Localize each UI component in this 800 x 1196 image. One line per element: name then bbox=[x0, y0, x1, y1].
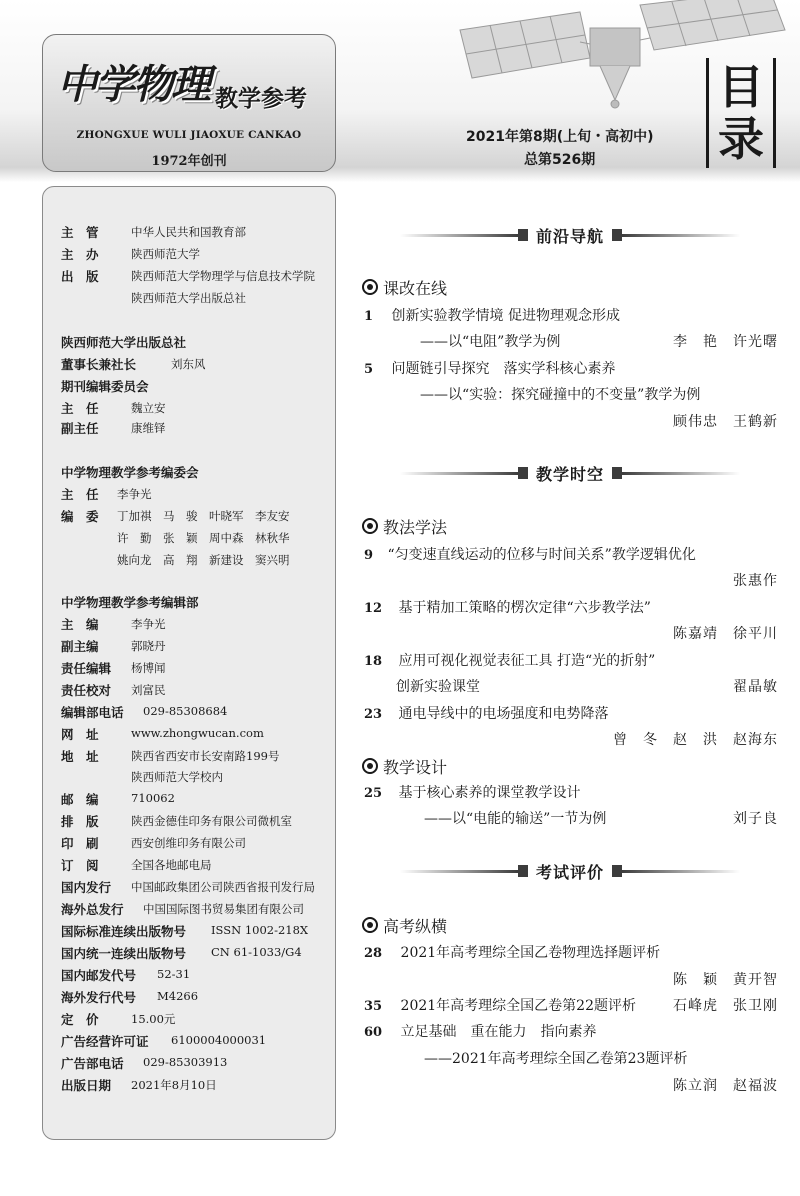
journal-logo bbox=[42, 34, 336, 172]
info-label: 编 委 bbox=[61, 509, 99, 524]
info-value: 康维铎 bbox=[131, 421, 166, 435]
info-label: 主 任 bbox=[61, 401, 99, 416]
page-number: 23 bbox=[364, 707, 383, 722]
info-label: 编辑部电话 bbox=[61, 705, 124, 720]
article-title[interactable] bbox=[364, 703, 609, 723]
info-label: 主 编 bbox=[61, 617, 99, 632]
info-value: 中国邮政集团公司陕西省报刊发行局 bbox=[131, 880, 315, 894]
info-value: 710062 bbox=[131, 791, 175, 805]
info-value: www.zhongwucan.com bbox=[131, 726, 264, 740]
target-bullet-icon bbox=[362, 518, 378, 534]
page-number: 35 bbox=[364, 999, 383, 1014]
info-label: 定 价 bbox=[61, 1012, 99, 1027]
info-value: 刘富民 bbox=[131, 683, 166, 697]
logo-main-title: 中学物理 bbox=[57, 61, 209, 108]
info-value: 15.00元 bbox=[131, 1012, 176, 1026]
info-label: 责任校对 bbox=[61, 683, 112, 698]
page-number: 1 bbox=[364, 309, 374, 324]
banner-rule bbox=[622, 870, 740, 873]
info-label: 副主编 bbox=[61, 639, 99, 654]
article-author: 陈嘉靖 徐平川 bbox=[673, 626, 778, 642]
banner-rule bbox=[400, 234, 518, 237]
article-title[interactable] bbox=[364, 782, 581, 802]
banner-square bbox=[612, 467, 622, 479]
founded-year: 1972年创刊 bbox=[151, 154, 227, 169]
info-label: 国内统一连续出版物号 bbox=[61, 946, 187, 961]
board-heading: 中学物理教学参考编委会 bbox=[61, 465, 199, 480]
banner-square bbox=[518, 467, 528, 479]
info-label: 国际标准连续出版物号 bbox=[61, 924, 187, 939]
info-value: 刘东风 bbox=[171, 357, 206, 371]
info-label: 印 刷 bbox=[61, 836, 99, 851]
info-value: M4266 bbox=[157, 989, 199, 1003]
info-value: 陕西师范大学校内 bbox=[131, 770, 223, 784]
section-title: 课改在线 bbox=[383, 279, 448, 298]
article-title-continued: 创新实验课堂 bbox=[396, 679, 480, 695]
banner-frontier bbox=[400, 224, 740, 248]
info-value: 陕西师范大学 bbox=[131, 247, 200, 261]
title-text: 创新实验教学情境 促进物理观念形成 bbox=[391, 308, 620, 324]
info-label: 董事长兼社长 bbox=[61, 357, 137, 372]
target-bullet-icon bbox=[362, 758, 378, 774]
contents-char-mu: 目 bbox=[718, 60, 764, 114]
info-label: 海外发行代号 bbox=[61, 990, 137, 1005]
article-author: 张惠作 bbox=[733, 573, 778, 589]
contents-title bbox=[706, 58, 776, 168]
committee-heading: 期刊编辑委员会 bbox=[61, 379, 149, 394]
info-value: 52-31 bbox=[157, 967, 191, 981]
banner-title: 前沿导航 bbox=[535, 227, 604, 246]
article-author: 石峰虎 张卫刚 bbox=[673, 998, 778, 1014]
title-text: 基于核心素养的课堂教学设计 bbox=[398, 785, 581, 801]
page-number: 60 bbox=[364, 1025, 383, 1040]
section-title: 教法学法 bbox=[383, 518, 448, 537]
info-value: 6100004000031 bbox=[171, 1033, 267, 1047]
info-value: 全国各地邮电局 bbox=[131, 858, 212, 872]
article-subtitle: ——2021年高考理综全国乙卷第23题评析 bbox=[424, 1051, 688, 1067]
article-author: 陈立润 赵福波 bbox=[673, 1078, 778, 1094]
total-issue-number: 总第526期 bbox=[524, 152, 596, 168]
info-value: 2021年8月10日 bbox=[131, 1078, 217, 1092]
banner-square bbox=[612, 865, 622, 877]
title-text: 立足基础 重在能力 指向素养 bbox=[400, 1024, 597, 1040]
article-author: 顾伟忠 王鹤新 bbox=[673, 414, 778, 430]
info-label: 海外总发行 bbox=[61, 902, 124, 917]
article-subtitle: ——以“实验：探究碰撞中的不变量”教学为例 bbox=[420, 387, 701, 403]
info-label: 主 任 bbox=[61, 487, 99, 502]
article-subtitle: ——以“电能的输送”一节为例 bbox=[424, 811, 607, 827]
banner-teaching bbox=[400, 462, 740, 486]
title-text: 通电导线中的电场强度和电势降落 bbox=[398, 706, 609, 722]
article-author: 李 艳 许光曙 bbox=[673, 334, 778, 350]
info-value: CN 61-1033/G4 bbox=[211, 945, 302, 959]
page-number: 5 bbox=[364, 362, 374, 377]
info-label: 排 版 bbox=[61, 814, 99, 829]
info-label: 国内邮发代号 bbox=[61, 968, 137, 983]
info-label: 国内发行 bbox=[61, 880, 112, 895]
section-title: 教学设计 bbox=[383, 758, 448, 777]
info-label: 网 址 bbox=[61, 727, 99, 742]
info-label: 主 办 bbox=[61, 247, 99, 262]
info-label: 主 管 bbox=[61, 225, 99, 240]
article-title[interactable] bbox=[364, 597, 651, 617]
info-value: 魏立安 bbox=[131, 401, 166, 415]
target-bullet-icon bbox=[362, 917, 378, 933]
info-value: 姚向龙 高 翔 新建设 窦兴明 bbox=[117, 553, 290, 567]
banner-rule bbox=[622, 234, 740, 237]
info-value: 029-85308684 bbox=[143, 704, 228, 718]
banner-rule bbox=[400, 870, 518, 873]
banner-square bbox=[612, 229, 622, 241]
page-number: 9 bbox=[364, 548, 374, 563]
info-value: 029-85303913 bbox=[143, 1055, 228, 1069]
info-value: 李争光 bbox=[117, 487, 152, 501]
article-author: 翟晶敏 bbox=[733, 679, 778, 695]
info-label: 副主任 bbox=[61, 421, 99, 436]
banner-exam bbox=[400, 860, 740, 884]
banner-title: 考试评价 bbox=[535, 863, 604, 882]
title-text: 应用可视化视觉表征工具 打造“光的折射” bbox=[398, 653, 656, 669]
title-text: 问题链引导探究 落实学科核心素养 bbox=[391, 361, 616, 377]
info-label: 订 阅 bbox=[61, 858, 99, 873]
info-label: 出版日期 bbox=[61, 1078, 112, 1093]
title-text: 2021年高考理综全国乙卷物理选择题评析 bbox=[400, 945, 661, 961]
banner-rule bbox=[622, 472, 740, 475]
article-title[interactable] bbox=[364, 544, 696, 564]
info-value: 李争光 bbox=[131, 617, 166, 631]
page-number: 25 bbox=[364, 786, 383, 801]
article-author: 曾 冬 赵 洪 赵海东 bbox=[613, 732, 778, 748]
info-label: 责任编辑 bbox=[61, 661, 112, 676]
article-title[interactable] bbox=[364, 650, 655, 670]
contents-char-lu: 录 bbox=[718, 112, 764, 166]
info-value: ISSN 1002-218X bbox=[211, 923, 309, 937]
info-label: 地 址 bbox=[61, 749, 99, 764]
banner-square bbox=[518, 865, 528, 877]
info-label: 广告经营许可证 bbox=[61, 1034, 149, 1049]
title-text: 2021年高考理综全国乙卷第22题评析 bbox=[400, 998, 636, 1014]
target-bullet-icon bbox=[362, 279, 378, 295]
info-value: 陕西省西安市长安南路199号 bbox=[131, 749, 280, 763]
article-title[interactable] bbox=[364, 995, 636, 1015]
info-value: 中华人民共和国教育部 bbox=[131, 225, 246, 239]
info-value: 陕西金德佳印务有限公司微机室 bbox=[131, 814, 292, 828]
press-heading: 陕西师范大学出版总社 bbox=[61, 335, 187, 350]
info-value: 杨博闻 bbox=[131, 661, 166, 675]
dept-heading: 中学物理教学参考编辑部 bbox=[61, 595, 199, 610]
page-number: 18 bbox=[364, 654, 383, 669]
article-subtitle: ——以“电阻”教学为例 bbox=[420, 334, 561, 350]
page-number: 12 bbox=[364, 601, 383, 616]
info-value: 许 勤 张 颖 周中森 林秋华 bbox=[117, 531, 290, 545]
logo-subtitle: 教学参考 bbox=[215, 86, 307, 112]
banner-rule bbox=[400, 472, 518, 475]
article-title[interactable] bbox=[364, 305, 620, 325]
article-title[interactable] bbox=[364, 358, 616, 378]
title-text: “匀变速直线运动的位移与时间关系”教学逻辑优化 bbox=[387, 547, 696, 563]
masthead-info-panel bbox=[42, 186, 336, 1140]
info-value: 郭晓丹 bbox=[131, 639, 166, 653]
logo-pinyin: ZHONGXUE WULI JIAOXUE CANKAO bbox=[76, 129, 302, 141]
article-title[interactable] bbox=[364, 942, 660, 962]
article-title[interactable] bbox=[364, 1021, 597, 1041]
title-text: 基于精加工策略的楞次定律“六步教学法” bbox=[398, 600, 651, 616]
page-number: 28 bbox=[364, 946, 383, 961]
info-label: 广告部电话 bbox=[61, 1056, 124, 1071]
info-value: 丁加祺 马 骏 叶晓军 李友安 bbox=[117, 509, 290, 523]
info-value: 陕西师范大学物理学与信息技术学院 bbox=[131, 269, 315, 283]
issue-number: 2021年第8期(上旬・高初中) bbox=[466, 129, 654, 145]
info-value: 西安创维印务有限公司 bbox=[131, 836, 246, 850]
banner-square bbox=[518, 229, 528, 241]
banner-title: 教学时空 bbox=[535, 465, 604, 484]
section-title: 高考纵横 bbox=[383, 917, 448, 936]
info-value: 陕西师范大学出版总社 bbox=[131, 291, 246, 305]
masthead bbox=[0, 0, 800, 182]
article-author: 刘子良 bbox=[733, 811, 778, 827]
article-author: 陈 颖 黄开智 bbox=[673, 972, 778, 988]
info-value: 中国国际图书贸易集团有限公司 bbox=[143, 902, 304, 916]
info-label: 邮 编 bbox=[61, 792, 99, 807]
info-label: 出 版 bbox=[61, 269, 99, 284]
